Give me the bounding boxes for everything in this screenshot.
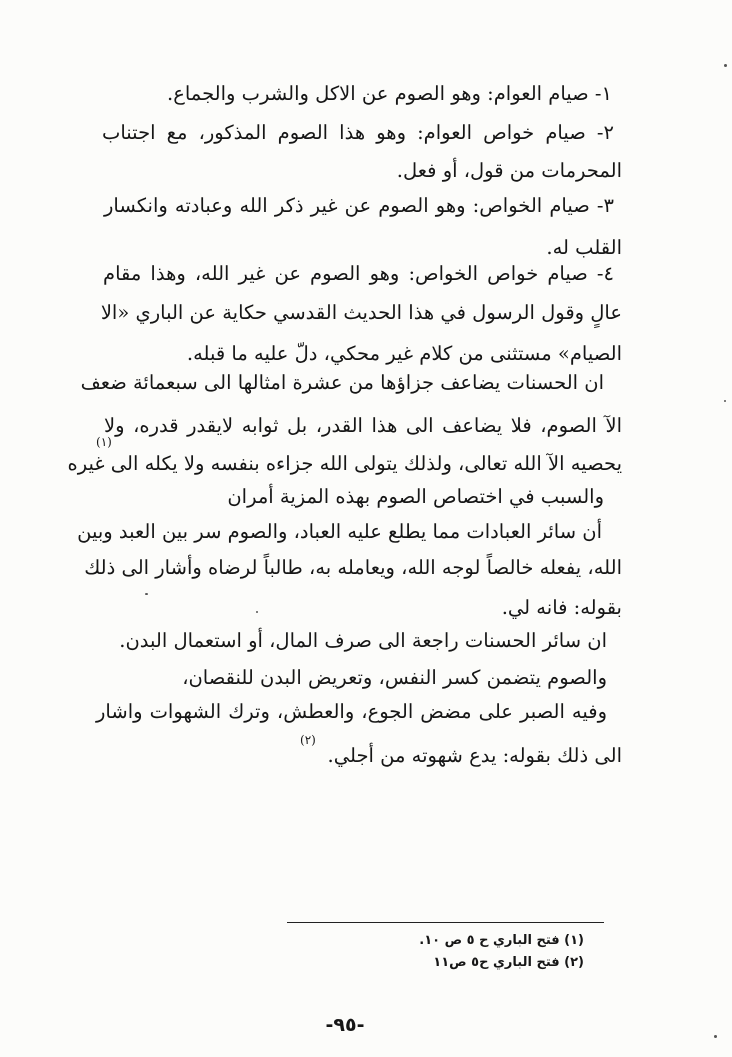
text-line-10: الآ الصوم، فلا يضاعف الى هذا القدر، بل ثوابه لايقدر قدره، ولا <box>104 414 622 437</box>
text-line-16: ان سائر الحسنات راجعة الى صرف المال، أو استعمال البدن. <box>119 629 607 652</box>
page-number: -٩٥- <box>325 1014 365 1036</box>
scan-speck <box>145 593 148 595</box>
text-line-7: عالٍ وقول الرسول في هذا الحديث القدسي حكاية عن الباري «الا <box>100 301 622 324</box>
scan-speck <box>714 1035 717 1038</box>
text-line-13: أن سائر العبادات مما يطلع عليه العباد، والصوم سر بين العبد وبين <box>77 520 602 543</box>
footnote-divider <box>287 922 604 923</box>
text-line-19: الى ذلك بقوله: يدع شهوته من أجلي. <box>327 744 622 767</box>
text-line-5: القلب له. <box>546 236 622 259</box>
text-line-8: الصيام» مستثنى من كلام غير محكي، دلّ عليه ما قبله. <box>186 342 622 365</box>
footnote-1: (١) فتح الباري ح ٥ ص ١٠. <box>419 933 584 948</box>
text-line-14: الله، يفعله خالصاً لوجه الله، ويعامله به، طالباً لرضاه وأشار الى ذلك <box>84 556 622 579</box>
text-line-11: يحصيه الآ الله تعالى، ولذلك يتولى الله جزاءه بنفسه ولا يكله الى غيره <box>67 452 622 475</box>
text-line-12: والسبب في اختصاص الصوم بهذه المزية أمران <box>227 485 604 508</box>
scan-speck <box>724 400 726 402</box>
text-line-9: ان الحسنات يضاعف جزاؤها من عشرة امثالها الى سبعمائة ضعف <box>80 371 604 394</box>
text-line-18: وفيه الصبر على مضض الجوع، والعطش، وترك الشهوات واشار <box>96 700 607 723</box>
text-line-2: ٢- صيام خواص العوام: وهو هذا الصوم المذكور، مع اجتناب <box>102 121 614 144</box>
scan-speck <box>724 64 727 67</box>
text-line-17: والصوم يتضمن كسر النفس، وتعريض البدن للنقصان، <box>182 666 607 689</box>
footnote-marker-1: (١) <box>96 435 112 449</box>
text-line-15: بقوله: فانه لي. <box>501 596 622 619</box>
footnote-2: (٢) فتح الباري ح٥ ص١١ <box>433 955 584 970</box>
text-line-4: ٣- صيام الخواص: وهو الصوم عن غير ذكر الله وعبادته وانكسار <box>104 194 614 217</box>
text-line-1: ١- صيام العوام: وهو الصوم عن الاكل والشرب والجماع. <box>167 82 612 105</box>
text-line-3: المحرمات من قول، أو فعل. <box>396 159 622 182</box>
footnote-marker-2: (٢) <box>300 733 316 747</box>
scan-speck <box>256 611 258 613</box>
text-line-6: ٤- صيام خواص الخواص: وهو الصوم عن غير الله، وهذا مقام <box>103 262 614 285</box>
